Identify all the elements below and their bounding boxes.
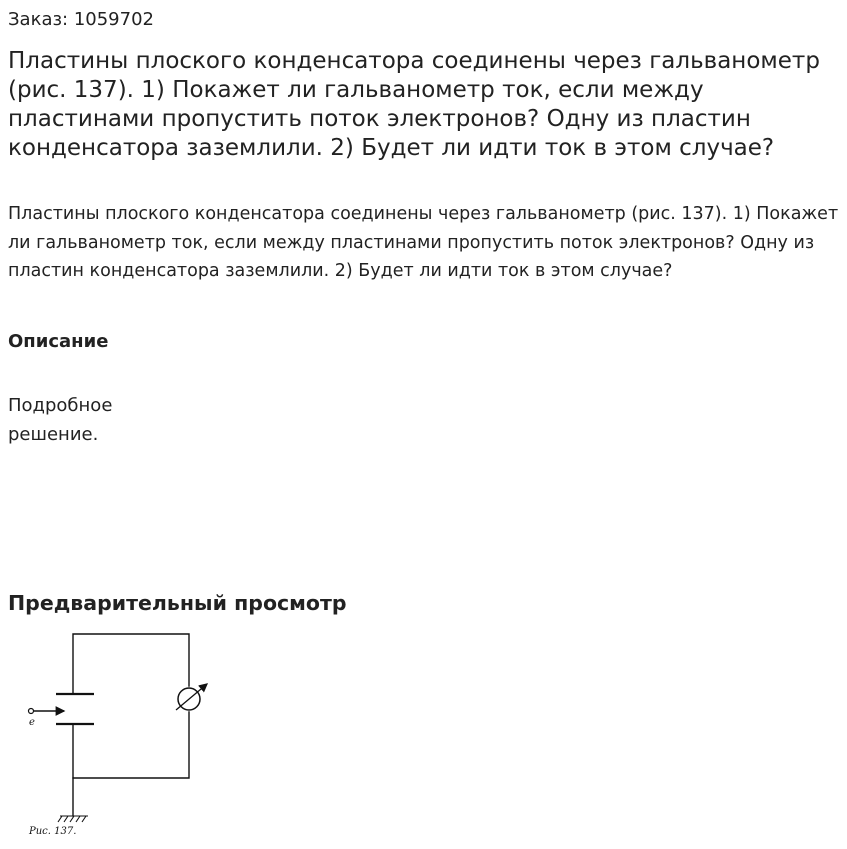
ground-symbol-icon: [58, 816, 88, 822]
description-heading: Описание: [8, 331, 109, 352]
task-body: Пластины плоского конденсатора соединены через гальванометр (рис. 137). 1) Покажет ли гальванометр ток, если между пластинами пропустить поток электронов? Одну из пластин конденсатора заземлили. 2) Будет ли идти ток в этом случае?: [8, 204, 839, 281]
task-title: Пластины плоского конденсатора соединены через гальванометр (рис. 137). 1) Покажет ли гальванометр ток, если между пластинами пропустить поток электронов? Одну из пластин конденсатора заземлили. 2) Будет ли идти ток в этом случае?: [8, 48, 820, 161]
preview-heading: Предварительный просмотр: [8, 591, 347, 615]
electron-source-icon: [29, 709, 34, 714]
circuit-top-wire: [73, 634, 189, 694]
circuit-bottom-wire: [73, 712, 189, 778]
circuit-figure: [18, 626, 218, 838]
figure-caption: Рис. 137.: [29, 826, 77, 837]
electron-label: e: [29, 717, 35, 728]
solution-text: Подробное решение.: [8, 395, 113, 445]
order-number: Заказ: 1059702: [8, 9, 154, 30]
